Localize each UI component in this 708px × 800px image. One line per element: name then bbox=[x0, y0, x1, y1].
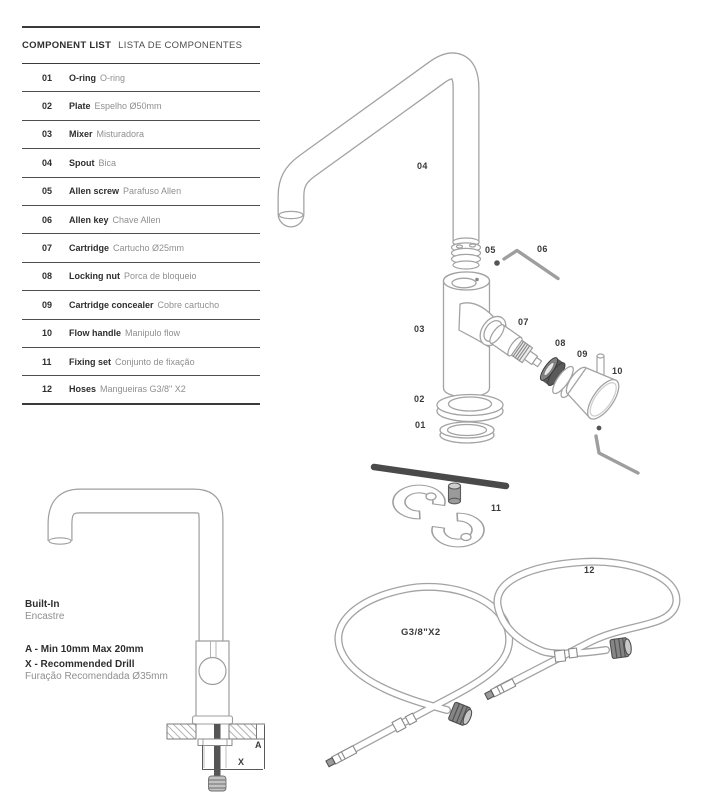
allen-screw-drawing bbox=[494, 260, 500, 266]
handle-screw-drawing bbox=[597, 426, 602, 431]
row-num: 02 bbox=[42, 101, 53, 112]
row-name: Cartridge bbox=[69, 243, 110, 254]
allen-key-drawing bbox=[504, 251, 558, 279]
row-num: 04 bbox=[42, 157, 53, 168]
row-desc: Chave Allen bbox=[112, 214, 161, 225]
part-label-10: 10 bbox=[612, 366, 623, 376]
hose-left-drawing bbox=[326, 587, 510, 768]
row-name: Hoses bbox=[69, 384, 97, 395]
list-row bbox=[22, 121, 260, 149]
part-label-08: 08 bbox=[555, 338, 566, 348]
spout-connector-rings bbox=[452, 243, 481, 269]
dimension-label-a: A bbox=[255, 740, 262, 750]
part-label-05: 05 bbox=[485, 245, 496, 255]
row-desc: Misturadora bbox=[96, 129, 145, 140]
row-desc: Bica bbox=[98, 157, 117, 168]
list-title-pt: LISTA DE COMPONENTES bbox=[118, 40, 243, 51]
list-row bbox=[22, 149, 260, 177]
part-label-04: 04 bbox=[417, 161, 428, 171]
row-desc: Cobre cartucho bbox=[157, 299, 220, 310]
o-ring-drawing bbox=[440, 422, 494, 443]
exploded-diagram bbox=[279, 66, 676, 768]
component-list bbox=[22, 26, 260, 405]
row-name: O-ring bbox=[69, 72, 96, 83]
component-list-header bbox=[22, 28, 260, 64]
dimension-label-x: X bbox=[238, 757, 245, 767]
row-desc: Porca de bloqueio bbox=[124, 271, 197, 282]
allen-key-2-drawing bbox=[596, 436, 638, 473]
part-label-11: 11 bbox=[491, 503, 502, 513]
dim-x-subtext: Furação Recomendada Ø35mm bbox=[25, 671, 168, 682]
row-desc: Cartucho Ø25mm bbox=[113, 243, 185, 254]
row-name: Locking nut bbox=[69, 271, 120, 282]
row-name: Cartridge concealer bbox=[69, 299, 154, 310]
part-label-09: 09 bbox=[577, 349, 588, 359]
row-num: 06 bbox=[42, 214, 53, 225]
list-row bbox=[22, 348, 260, 376]
part-label-07: 07 bbox=[518, 317, 529, 327]
list-row bbox=[22, 376, 260, 404]
list-row bbox=[22, 234, 260, 262]
row-desc: O-ring bbox=[100, 72, 126, 83]
row-num: 07 bbox=[42, 243, 53, 254]
row-name: Spout bbox=[69, 157, 95, 168]
row-desc: Manipulo flow bbox=[125, 328, 181, 339]
spout-drawing bbox=[279, 66, 479, 246]
dim-a-text: A - Min 10mm Max 20mm bbox=[25, 644, 144, 655]
part-label-03: 03 bbox=[414, 324, 425, 334]
row-name: Allen screw bbox=[69, 186, 120, 197]
hose-size-label: G3/8"X2 bbox=[401, 627, 441, 638]
row-num: 03 bbox=[42, 129, 53, 140]
hose-right-drawing bbox=[484, 562, 676, 700]
part-label-01: 01 bbox=[415, 420, 426, 430]
list-row bbox=[22, 320, 260, 348]
row-num: 09 bbox=[42, 299, 53, 310]
list-row bbox=[22, 206, 260, 234]
list-row bbox=[22, 178, 260, 206]
row-name: Allen key bbox=[69, 214, 109, 225]
row-num: 10 bbox=[42, 328, 53, 339]
row-num: 12 bbox=[42, 384, 53, 395]
cartridge-drawing bbox=[487, 323, 545, 373]
plate-drawing bbox=[437, 395, 503, 422]
dim-x-text: X - Recommended Drill bbox=[25, 659, 135, 670]
part-label-02: 02 bbox=[414, 394, 425, 404]
row-num: 01 bbox=[42, 72, 53, 83]
list-row bbox=[22, 263, 260, 291]
row-desc: Conjunto de fixação bbox=[115, 356, 195, 367]
row-num: 11 bbox=[42, 356, 52, 367]
row-desc: Mangueiras G3/8" X2 bbox=[100, 384, 186, 395]
row-desc: Espelho Ø50mm bbox=[94, 101, 162, 112]
fixing-set-drawing bbox=[374, 467, 506, 554]
row-name: Plate bbox=[69, 101, 91, 112]
row-num: 05 bbox=[42, 186, 53, 197]
row-desc: Parafuso Allen bbox=[123, 186, 182, 197]
list-title-en: COMPONENT LIST bbox=[22, 40, 112, 51]
part-label-06: 06 bbox=[537, 244, 548, 254]
list-row bbox=[22, 92, 260, 120]
row-name: Fixing set bbox=[69, 356, 112, 367]
builtin-title: Built-In bbox=[25, 599, 60, 610]
part-label-12: 12 bbox=[584, 565, 595, 575]
row-name: Mixer bbox=[69, 129, 93, 140]
list-row bbox=[22, 64, 260, 92]
list-row bbox=[22, 291, 260, 319]
row-name: Flow handle bbox=[69, 328, 122, 339]
builtin-subtitle: Encastre bbox=[25, 611, 65, 622]
row-num: 08 bbox=[42, 271, 53, 282]
